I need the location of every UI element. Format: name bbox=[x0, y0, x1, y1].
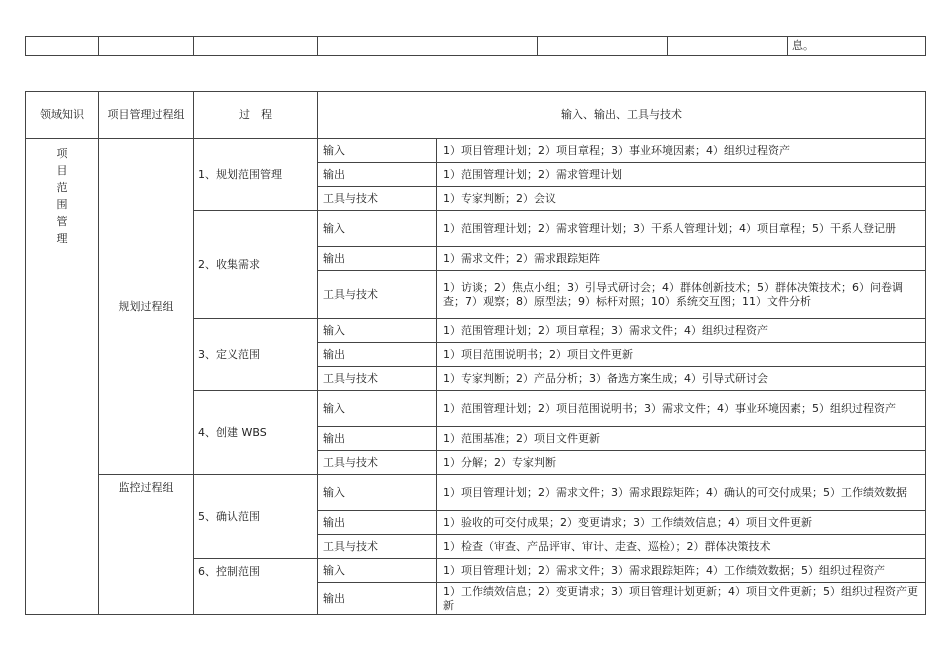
fragment-cell bbox=[318, 37, 538, 56]
process-name: 6、控制范围 bbox=[198, 565, 260, 578]
io-type: 输入 bbox=[318, 559, 437, 583]
fragment-cell bbox=[668, 37, 788, 56]
process-name: 4、创建 WBS bbox=[194, 391, 318, 475]
knowledge-area-cell bbox=[26, 139, 99, 615]
header-process: 过 程 bbox=[194, 92, 318, 139]
process-name: 5、确认范围 bbox=[194, 475, 318, 559]
header-io-tools: 输入、输出、工具与技术 bbox=[318, 92, 926, 139]
io-type: 工具与技术 bbox=[318, 367, 437, 391]
io-detail: 1）验收的可交付成果；2）变更请求；3）工作绩效信息；4）项目文件更新 bbox=[437, 511, 926, 535]
process-group-monitoring bbox=[99, 475, 194, 615]
io-detail: 1）专家判断；2）会议 bbox=[437, 187, 926, 211]
header-process-group: 项目管理过程组 bbox=[99, 92, 194, 139]
fragment-cell bbox=[26, 37, 99, 56]
fragment-text-cell: 息。 bbox=[788, 37, 926, 56]
io-detail: 1）访谈；2）焦点小组；3）引导式研讨会；4）群体创新技术；5）群体决策技术；6）问卷调查；7）观察；8）原型法；9）标杆对照；10）系统交互图；11）文件分析 bbox=[437, 271, 926, 319]
io-type: 输出 bbox=[318, 427, 437, 451]
io-detail: 1）项目管理计划；2）需求文件；3）需求跟踪矩阵；4）工作绩效数据；5）组织过程资产 bbox=[437, 559, 926, 583]
io-detail: 1）专家判断；2）产品分析；3）备选方案生成；4）引导式研讨会 bbox=[437, 367, 926, 391]
scope-management-table bbox=[25, 91, 926, 615]
io-detail: 1）项目管理计划；2）项目章程；3）事业环境因素；4）组织过程资产 bbox=[437, 139, 926, 163]
io-detail: 1）工作绩效信息；2）变更请求；3）项目管理计划更新；4）项目文件更新；5）组织过程资产更新 bbox=[437, 583, 926, 615]
header-row bbox=[26, 92, 926, 139]
header-knowledge-area: 领域知识 bbox=[26, 92, 99, 139]
io-detail: 1）分解；2）专家判断 bbox=[437, 451, 926, 475]
io-type: 工具与技术 bbox=[318, 187, 437, 211]
io-type: 输出 bbox=[318, 511, 437, 535]
io-type: 输入 bbox=[318, 319, 437, 343]
process-group-planning: 规划过程组 bbox=[99, 139, 194, 475]
knowledge-area-label: 项目范围管理 bbox=[56, 147, 68, 245]
process-name: 1、规划范围管理 bbox=[194, 139, 318, 211]
fragment-cell bbox=[194, 37, 318, 56]
io-detail: 1）范围管理计划；2）项目章程；3）需求文件；4）组织过程资产 bbox=[437, 319, 926, 343]
io-type: 工具与技术 bbox=[318, 451, 437, 475]
io-detail: 1）范围管理计划；2）项目范围说明书；3）需求文件；4）事业环境因素；5）组织过程资产 bbox=[437, 391, 926, 427]
process-name: 2、收集需求 bbox=[194, 211, 318, 319]
previous-table-fragment bbox=[25, 36, 926, 56]
io-detail: 1）项目范围说明书；2）项目文件更新 bbox=[437, 343, 926, 367]
process-group-monitoring-label: 监控过程组 bbox=[118, 481, 174, 494]
io-type: 输出 bbox=[318, 583, 437, 615]
fragment-row bbox=[26, 37, 926, 56]
io-detail: 1）需求文件；2）需求跟踪矩阵 bbox=[437, 247, 926, 271]
io-detail: 1）检查（审查、产品评审、审计、走查、巡检）；2）群体决策技术 bbox=[437, 535, 926, 559]
io-detail: 1）范围管理计划；2）需求管理计划 bbox=[437, 163, 926, 187]
io-type: 输出 bbox=[318, 343, 437, 367]
io-type: 输出 bbox=[318, 163, 437, 187]
process-name: 3、定义范围 bbox=[194, 319, 318, 391]
process-name-cell bbox=[194, 559, 318, 615]
io-type: 输入 bbox=[318, 139, 437, 163]
io-detail: 1）项目管理计划；2）需求文件；3）需求跟踪矩阵；4）确认的可交付成果；5）工作绩效数据 bbox=[437, 475, 926, 511]
io-type: 输入 bbox=[318, 475, 437, 511]
io-type: 工具与技术 bbox=[318, 535, 437, 559]
fragment-cell bbox=[99, 37, 194, 56]
io-type: 工具与技术 bbox=[318, 271, 437, 319]
fragment-cell bbox=[538, 37, 668, 56]
io-type: 输出 bbox=[318, 247, 437, 271]
io-type: 输入 bbox=[318, 211, 437, 247]
io-detail: 1）范围基准；2）项目文件更新 bbox=[437, 427, 926, 451]
table-row bbox=[26, 139, 926, 163]
io-type: 输入 bbox=[318, 391, 437, 427]
io-detail: 1）范围管理计划；2）需求管理计划；3）干系人管理计划；4）项目章程；5）干系人登记册 bbox=[437, 211, 926, 247]
table-row bbox=[26, 475, 926, 511]
